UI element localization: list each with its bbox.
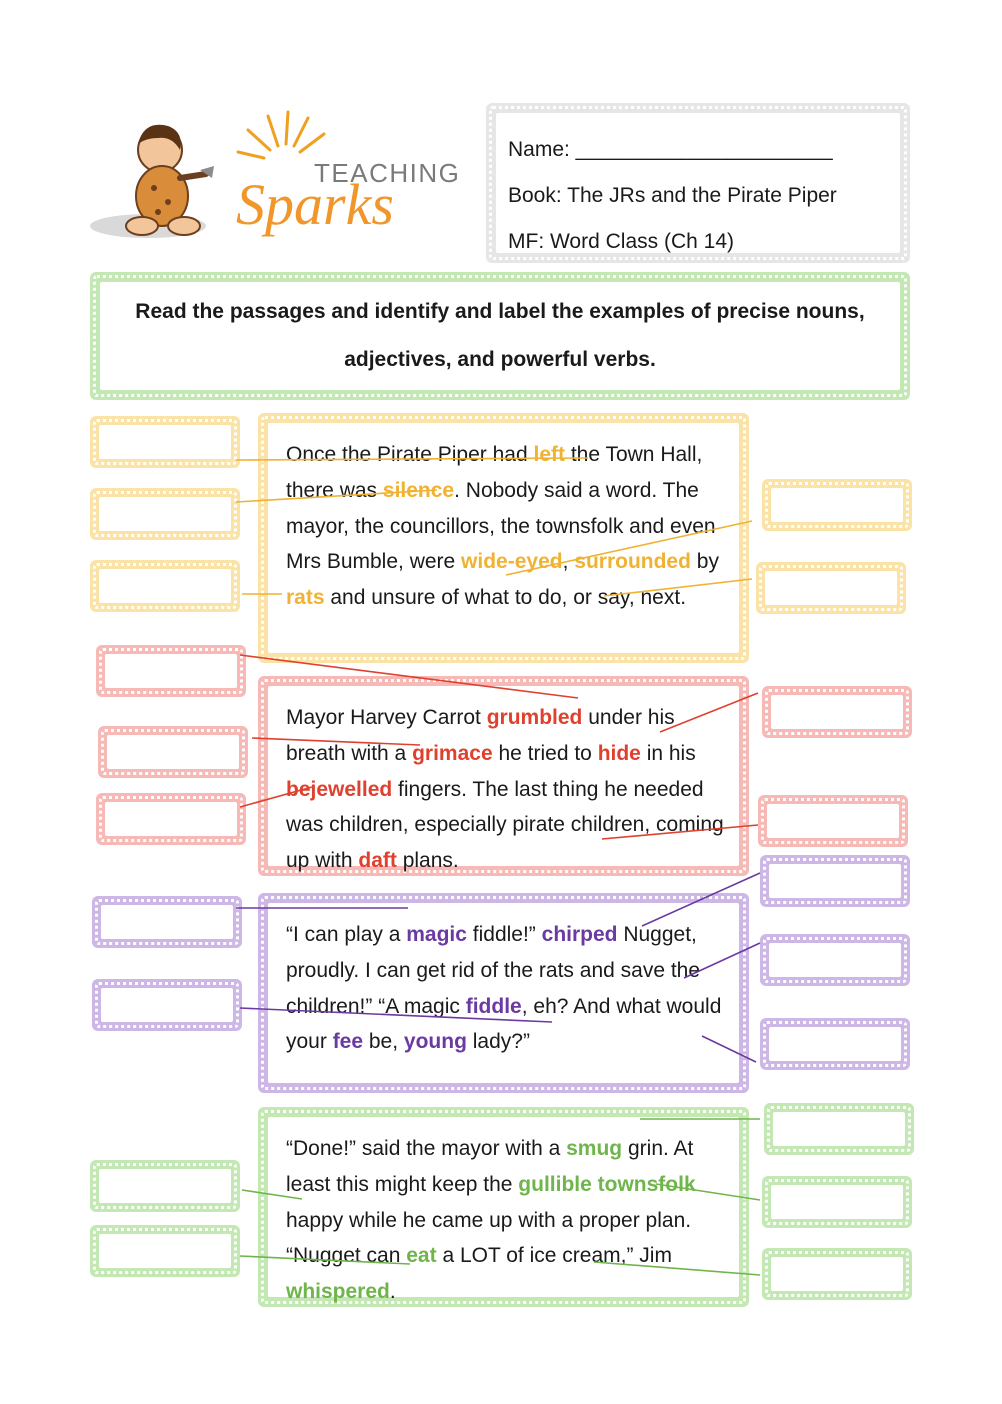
passage-text: ,: [562, 550, 575, 574]
instruction-text: Read the passages and identify and label the examples of precise nouns, adjectives, and powerful verbs.: [100, 282, 900, 390]
passage-text: Nugget, proudly. I can get rid of the rats and save the children!” “A magic: [286, 923, 701, 1018]
passage-purple: [258, 893, 749, 1093]
passage-text: “Done!” said the mayor with a: [286, 1137, 567, 1160]
highlight-word: silence: [382, 478, 455, 502]
label-box-yellow-2[interactable]: [90, 488, 240, 540]
highlight-word: rats: [286, 586, 325, 610]
highlight-word: grimace: [412, 741, 493, 765]
highlight-word: whispered: [286, 1280, 390, 1304]
teaching-sparks-logo: [88, 108, 468, 248]
label-box-red-2[interactable]: [98, 726, 248, 778]
passage-text: be,: [363, 1030, 404, 1054]
passage-text: fiddle!”: [466, 923, 542, 946]
highlight-word: daft: [358, 849, 397, 873]
passage-text: grin. At least this might keep the: [286, 1137, 694, 1196]
label-box-red-1[interactable]: [96, 645, 246, 697]
passage-yellow: [258, 413, 749, 663]
label-box-purple-1[interactable]: [92, 896, 242, 948]
passage-text: happy while he came up with a proper plan. “Nugget can: [286, 1208, 692, 1268]
passage-text: he tried to: [492, 741, 598, 765]
instruction-box: [90, 272, 910, 400]
highlight-word: fee: [332, 1030, 364, 1054]
highlight-word: chirped: [541, 923, 618, 946]
name-line[interactable]: Name: ______________________: [508, 138, 833, 161]
label-box-green-3[interactable]: [764, 1103, 914, 1155]
passage-text: , eh? And what would your: [286, 994, 722, 1054]
passage-text: Once the Pirate Piper had: [286, 443, 534, 466]
label-box-purple-5[interactable]: [760, 1018, 910, 1070]
logo-teaching-text: TEACHING: [314, 158, 461, 188]
highlight-word: young: [403, 1030, 467, 1054]
highlight-word: magic: [406, 923, 467, 946]
passage-green: [258, 1107, 749, 1307]
label-box-purple-2[interactable]: [92, 979, 242, 1031]
passage-text: “I can play a: [286, 923, 407, 946]
passage-text: plans.: [396, 849, 459, 873]
label-box-yellow-3[interactable]: [90, 560, 240, 612]
label-box-green-1[interactable]: [90, 1160, 240, 1212]
passage-text: by: [690, 550, 719, 574]
passage-text: in his: [640, 741, 696, 765]
label-box-purple-4[interactable]: [760, 934, 910, 986]
logo-sparks-text: Sparks: [236, 172, 394, 237]
book-title: Book: The JRs and the Pirate Piper: [508, 184, 837, 207]
highlight-word: left: [533, 443, 565, 466]
caveman-mascot-icon: [88, 108, 468, 248]
highlight-word: gullible: [518, 1172, 592, 1196]
label-box-green-4[interactable]: [762, 1176, 912, 1228]
passage-text: . Nobody said a word. The mayor, the councillors, the townsfolk and even Mrs Bumble, were: [286, 478, 716, 574]
label-box-green-5[interactable]: [762, 1248, 912, 1300]
highlight-word: townsfolk: [597, 1172, 696, 1196]
passage-text: lady?”: [466, 1030, 530, 1054]
passage-red: [258, 676, 749, 876]
passage-text: and unsure of what to do, or say, next.: [324, 586, 687, 610]
passage-text: fingers. The last thing he needed was children, especially pirate children, coming up with: [286, 777, 724, 873]
passage-text: under his breath with a: [286, 706, 675, 765]
label-box-green-2[interactable]: [90, 1225, 240, 1277]
mf-title: MF: Word Class (Ch 14): [508, 230, 734, 253]
highlight-word: wide-eyed: [461, 550, 563, 574]
label-box-purple-3[interactable]: [760, 855, 910, 907]
highlight-word: hide: [597, 741, 641, 765]
label-box-yellow-5[interactable]: [756, 562, 906, 614]
passage-green-text: [268, 1117, 739, 1304]
highlight-word: smug: [566, 1137, 623, 1160]
label-box-red-4[interactable]: [762, 686, 912, 738]
passage-text: the Town Hall, there was: [286, 443, 703, 502]
label-box-red-5[interactable]: [758, 795, 908, 847]
passage-text: Mayor Harvey Carrot: [286, 706, 487, 729]
highlight-word: surrounded: [574, 550, 691, 574]
passage-text: a LOT of ice cream,” Jim: [436, 1244, 672, 1268]
highlight-word: fiddle: [465, 994, 522, 1018]
label-box-yellow-4[interactable]: [762, 479, 912, 531]
passage-purple-text: [268, 903, 739, 1083]
passage-yellow-text: [268, 423, 739, 653]
highlight-word: grumbled: [486, 706, 583, 729]
passage-text: .: [389, 1280, 396, 1304]
highlight-word: eat: [406, 1244, 437, 1268]
highlight-word: bejewelled: [286, 777, 393, 801]
label-box-yellow-1[interactable]: [90, 416, 240, 468]
label-box-red-3[interactable]: [96, 793, 246, 845]
passage-red-text: [268, 686, 739, 873]
name-box: [486, 103, 910, 263]
